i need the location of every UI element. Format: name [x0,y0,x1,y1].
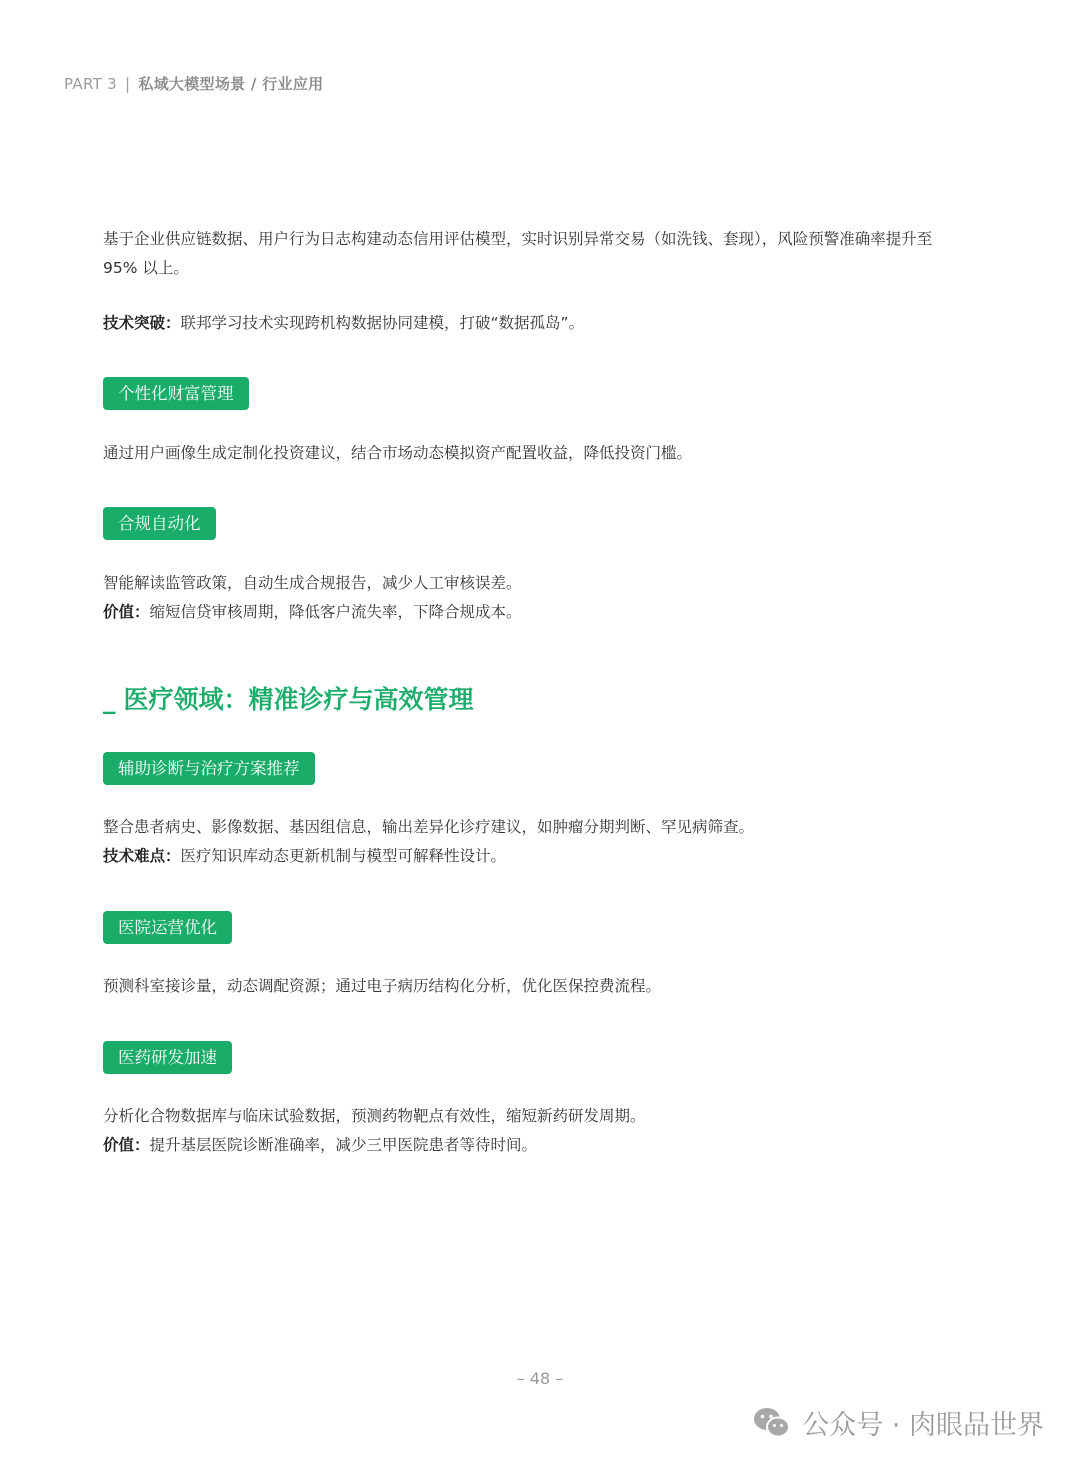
tech-difficulty-text: 医疗知识库动态更新机制与模型可解释性设计。 [180,847,507,865]
diagnosis-tech-paragraph [103,842,963,871]
finance-tech-paragraph [103,309,963,338]
header-separator: | [124,75,131,93]
tech-difficulty-label: 技术难点： [103,847,181,865]
watermark [752,1403,1044,1442]
compliance-value-paragraph [103,598,963,627]
wealth-paragraph: 通过用户画像生成定制化投资建议，结合市场动态模拟资产配置收益，降低投资门槛。 [103,444,693,462]
title-underscore: _ [103,685,116,714]
section-title-medical [103,680,474,716]
tag-wealth-management: 个性化财富管理 [103,377,249,410]
hospital-ops-paragraph: 预测科室接诊量，动态调配资源；通过电子病历结构化分析，优化医保控费流程。 [103,977,662,995]
tech-breakthrough-label: 技术突破： [103,314,181,332]
tag-compliance-automation: 合规自动化 [103,507,216,540]
tag-hospital-operations: 医院运营优化 [103,911,232,944]
finance-intro-paragraph: 基于企业供应链数据、用户行为日志构建动态信用评估模型，实时识别异常交易（如洗钱、套现），风险预警准确率提升至 95% 以上。 [103,230,933,277]
pharma-value-paragraph [103,1131,963,1160]
breadcrumb: 私域大模型场景 / 行业应用 [138,75,324,93]
value-text: 提升基层医院诊断准确率，减少三甲医院患者等待时间。 [149,1136,538,1154]
tag-pharma-rd: 医药研发加速 [103,1041,232,1074]
pharma-paragraph: 分析化合物数据库与临床试验数据，预测药物靶点有效性，缩短新药研发周期。 [103,1107,646,1125]
wechat-icon [752,1406,792,1440]
diagnosis-paragraph: 整合患者病史、影像数据、基因组信息，输出差异化诊疗建议，如肿瘤分期判断、罕见病筛查。 [103,818,755,836]
value-label: 价值： [103,603,150,621]
watermark-text: 公众号 · 肉眼品世界 [802,1410,1044,1441]
section-title-text: 医疗领域：精准诊疗与高效管理 [123,685,474,714]
page-header [64,73,323,94]
compliance-paragraph: 智能解读监管政策，自动生成合规报告，减少人工审核误差。 [103,574,522,592]
value-text: 缩短信贷审核周期，降低客户流失率，下降合规成本。 [149,603,522,621]
part-label: PART 3 [64,75,117,93]
tech-breakthrough-text: 联邦学习技术实现跨机构数据协同建模，打破“数据孤岛”。 [180,314,585,332]
page-number: – 48 – [516,1369,564,1388]
tag-diagnosis: 辅助诊断与治疗方案推荐 [103,752,315,785]
value-label: 价值： [103,1136,150,1154]
